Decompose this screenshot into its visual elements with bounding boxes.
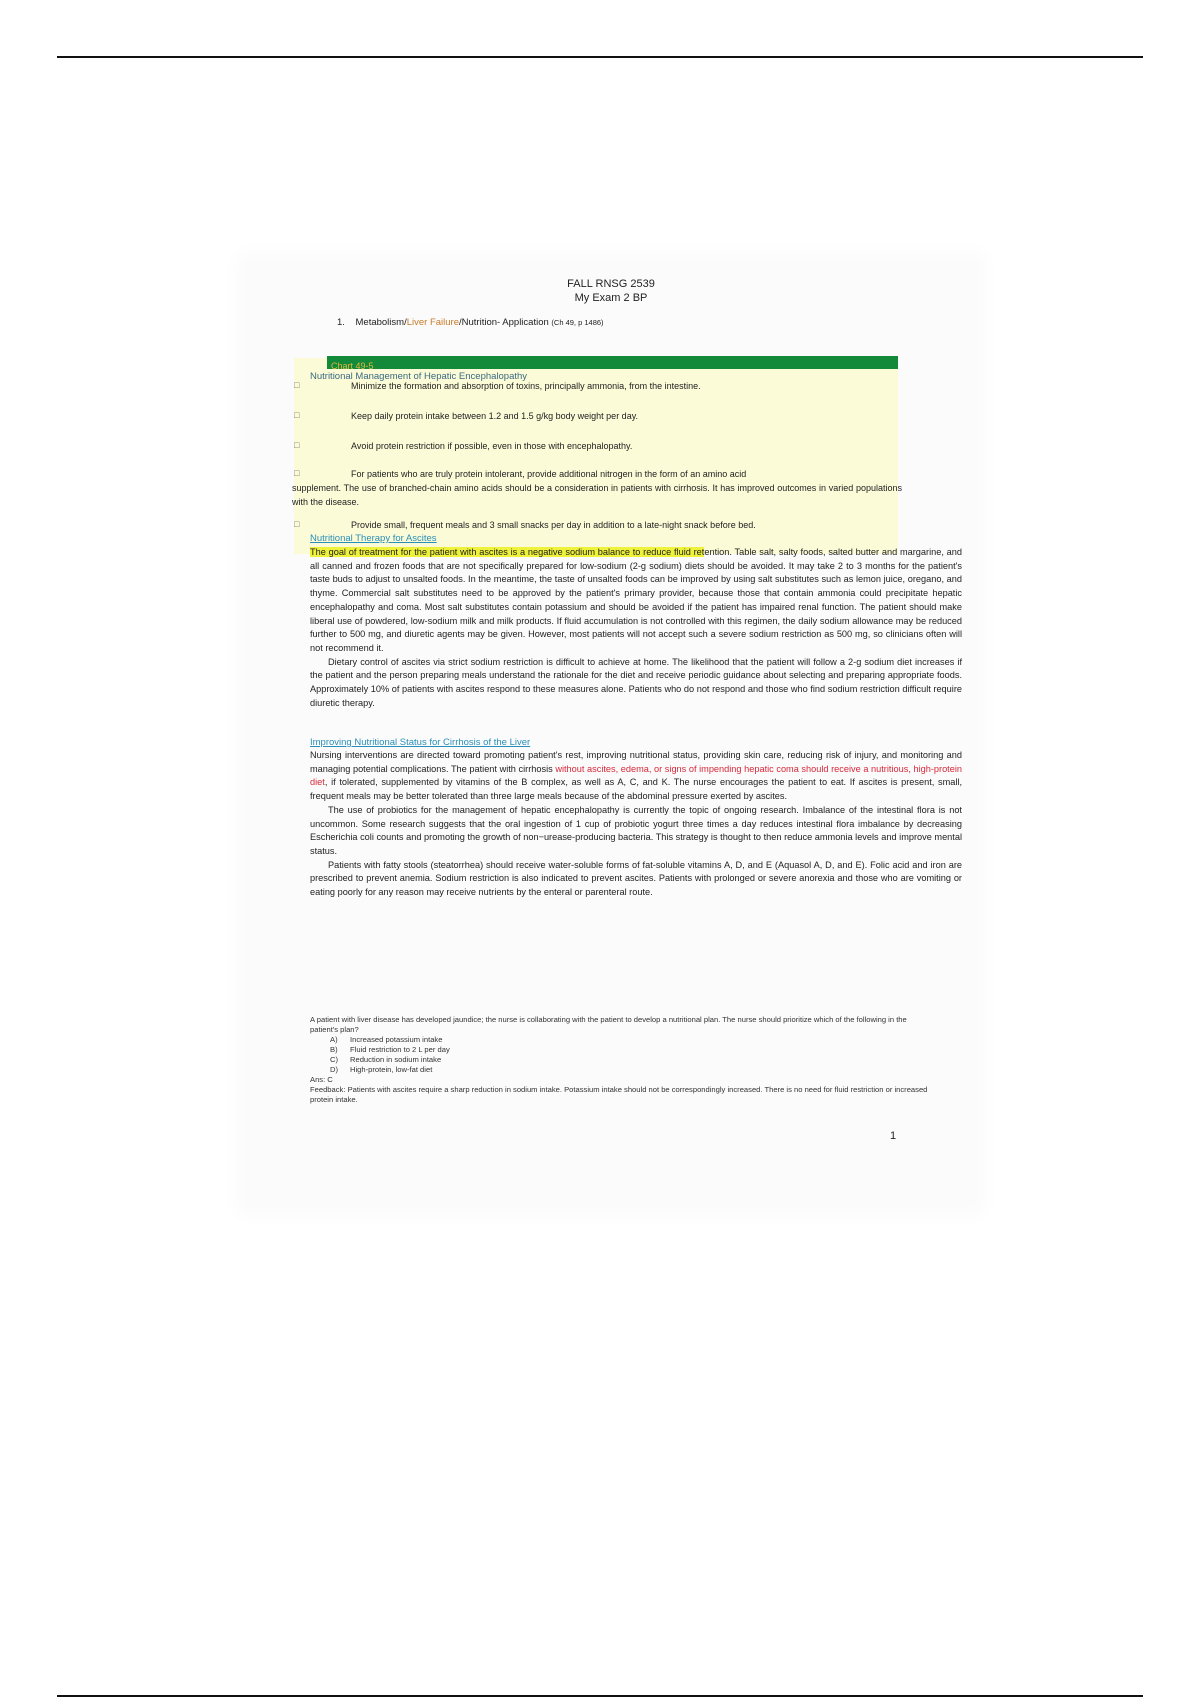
bullet-icon: □ <box>294 380 300 390</box>
course-title: FALL RNSG 2539 <box>567 278 655 290</box>
ascites-heading-link[interactable]: Nutritional Therapy for Ascites <box>310 533 437 544</box>
bottom-rule <box>57 1695 1143 1697</box>
bullet-icon: □ <box>294 519 300 529</box>
document-page <box>246 262 976 1206</box>
cirrhosis-heading-link[interactable]: Improving Nutritional Status for Cirrhosis of the Liver <box>310 737 531 748</box>
page-number: 1 <box>890 1130 897 1142</box>
ascites-section: The goal of treatment for the patient with ascites is a negative sodium balance to reduce fluid retention. Table salt, salty foods, salted butter and margarine, and all canned and frozen foods that are not specifically prepared for low-sodium (2-g sodium) diets should be avoided. It may take 2 to 3 months for the patient's taste buds to adjust to unsalted foods. In the meantime, the taste of unsalted foods can be improved by using salt substitutes such as lemon juice, oregano, and thyme. Commercial salt substitutes need to be approved by the patient's primary provider, because those that contain ammonia could precipitate hepatic encephalopathy and coma. Most salt substitutes contain potassium and should be avoided if the patient has impaired renal function. The patient should make liberal use of powdered, low-sodium milk and milk products. If fluid accumulation is not controlled with this regimen, the daily sodium allowance may be reduced further to 500 mg, and diuretic agents may be given. However, most patients will not accept such a severe sodium restriction as 500 mg, so clinicians often will not recommend it. Dietary control of ascites via strict sodium restriction is difficult to achieve at home. The likelihood that the patient will follow a 2-g sodium diet increases if the patient and the person preparing meals understand the rationale for the diet and receive periodic guidance about selecting and preparing appropriate foods. Approximately 10% of patients with ascites respond to these measures alone. Patients who do not respond and those who find sodium restriction difficult require diuretic therapy. <box>310 546 962 710</box>
bullet-icon: □ <box>294 440 300 450</box>
chart-label: Chart 49-5 <box>331 361 374 371</box>
answer-key: Ans: C <box>310 1075 333 1084</box>
cirrhosis-paragraph-2: The use of probiotics for the management of hepatic encephalopathy is currently the topic of ongoing research. Imbalance of the intestinal flora is not uncommon. Some research suggests that the oral ingestion of 1 cup of probiotic yogurt three times a day reduces intestinal flora imbalance by decreasing Escherichia coli counts and promoting the growth of non−urease-producing bacteria. This strategy is thought to then reduce ammonia levels and improve mental status. <box>310 804 962 856</box>
bullet-item: Provide small, frequent meals and 3 small snacks per day in addition to a late-night snack before bed. <box>351 520 756 530</box>
topic-link[interactable]: Liver Failure <box>406 317 459 328</box>
bullet-item: Avoid protein restriction if possible, even in those with encephalopathy. <box>351 441 633 451</box>
chart-heading: Nutritional Management of Hepatic Encephalopathy <box>310 371 528 382</box>
bullet-item: Minimize the formation and absorption of toxins, principally ammonia, from the intestine. <box>351 381 701 391</box>
question-topic: 1. Metabolism/Liver Failure/Nutrition- Application (Ch 49, p 1486) <box>337 317 604 328</box>
chart-label-bar <box>327 356 898 369</box>
answer-option: A) Increased potassium intake <box>330 1035 443 1044</box>
answer-feedback: Feedback: Patients with ascites require a sharp reduction in sodium intake. Potassium intake should not be correspondingly increased. There is no need for fluid restriction or increased protein intake. <box>310 1085 928 1104</box>
red-emphasis: without ascites, edema, or signs of impending hepatic coma should receive a nutritious, high-protein diet <box>310 763 962 788</box>
chapter-reference: (Ch 49, p 1486) <box>551 318 604 327</box>
exam-title: My Exam 2 BP <box>574 292 648 304</box>
question-number: 1. <box>337 317 345 328</box>
practice-question <box>310 1015 928 1105</box>
answer-option: B) Fluid restriction to 2 L per day <box>330 1045 450 1054</box>
bullet-item: For patients who are truly protein intolerant, provide additional nitrogen in the form of an amino acid <box>351 469 747 479</box>
bullet-item: Keep daily protein intake between 1.2 and 1.5 g/kg body weight per day. <box>351 411 639 421</box>
top-rule <box>57 56 1143 58</box>
question-stem: A patient with liver disease has developed jaundice; the nurse is collaborating with the patient to develop a nutritional plan. The nurse should prioritize which of the following in the patient's plan? <box>310 1015 907 1034</box>
bullet-continuation: supplement. The use of branched-chain amino acids should be a consideration in patients with cirrhosis. It has improved outcomes in varied populations with the disease. <box>292 483 902 507</box>
ascites-paragraph-2: Dietary control of ascites via strict sodium restriction is difficult to achieve at home. The likelihood that the patient will follow a 2-g sodium diet increases if the patient and the person preparing meals understand the rationale for the diet and receive periodic guidance about selecting and preparing appropriate foods. Approximately 10% of patients with ascites respond to these measures alone. Patients who do not respond and those who find sodium restriction difficult require diuretic therapy. <box>310 656 962 708</box>
answer-option: D) High-protein, low-fat diet <box>330 1065 433 1074</box>
answer-option: C) Reduction in sodium intake <box>330 1055 442 1064</box>
bullet-icon: □ <box>294 468 300 478</box>
highlighted-goal: The goal of treatment for the patient with ascites is a negative sodium balance to reduce fluid ret <box>310 547 705 557</box>
cirrhosis-section: Nursing interventions are directed toward promoting patient's rest, improving nutritional status, providing skin care, reducing risk of injury, and monitoring and managing potential complications. The patient with cirrhosis without ascites, edema, or signs of impending hepatic coma should receive a nutritious, high-protein diet, if tolerated, supplemented by vitamins of the B complex, as well as A, C, and K. The nurse encourages the patient to eat. If ascites is present, small, frequent meals may be better tolerated than three large meals because of the abdominal pressure exerted by ascites. The use of probiotics for the management of hepatic encephalopathy is currently the topic of ongoing research. Imbalance of the intestinal flora is not uncommon. Some research suggests that the oral ingestion of 1 cup of probiotic yogurt three times a day reduces intestinal flora imbalance by decreasing Escherichia coli counts and promoting the growth of non−urease-producing bacteria. This strategy is thought to then reduce ammonia levels and improve mental status. Patients with fatty stools (steatorrhea) should receive water-soluble forms of fat-soluble vitamins A, D, and E (Aquasol A, D, and E). Folic acid and iron are prescribed to prevent anemia. Sodium restriction is also indicated to prevent ascites. Patients with prolonged or severe anorexia and those who are vomiting or eating poorly for any reason may receive nutrients by the enteral or parenteral route. <box>310 749 962 900</box>
cirrhosis-paragraph-3: Patients with fatty stools (steatorrhea) should receive water-soluble forms of fat-soluble vitamins A, D, and E (Aquasol A, D, and E). Folic acid and iron are prescribed to prevent anemia. Sodium restriction is also indicated to prevent ascites. Patients with prolonged or severe anorexia and those who are vomiting or eating poorly for any reason may receive nutrients by the enteral or parenteral route. <box>310 859 962 898</box>
bullet-icon: □ <box>294 410 300 420</box>
